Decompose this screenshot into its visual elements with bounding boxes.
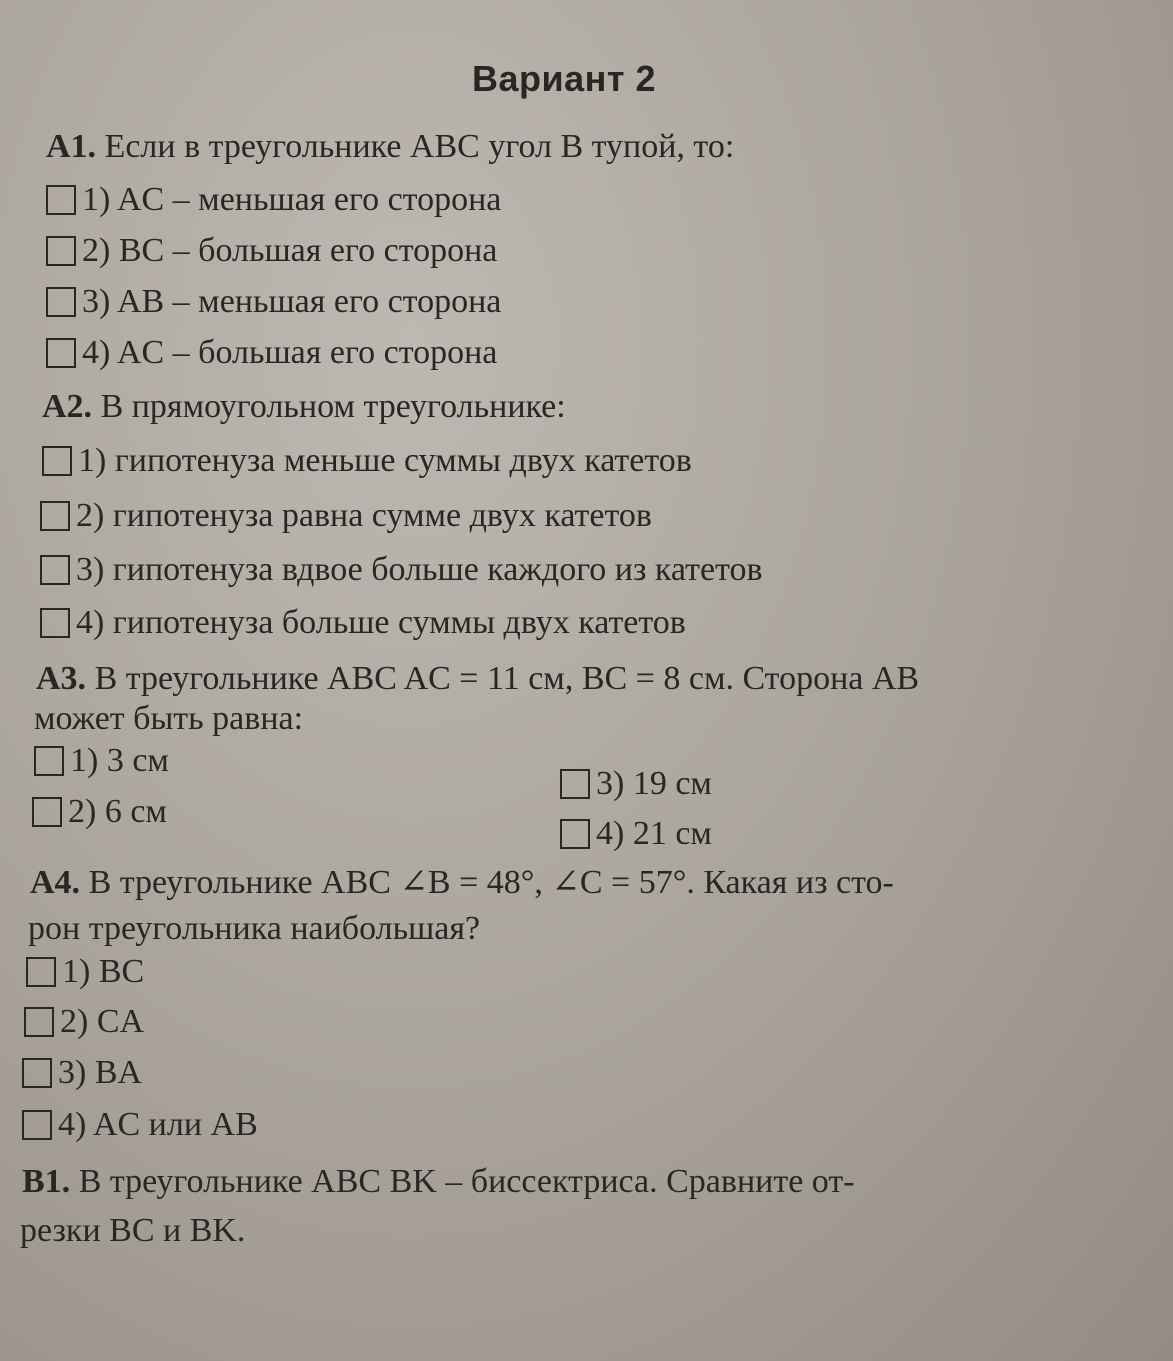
checkbox-icon[interactable] [46,338,76,368]
a1-option-1[interactable] [46,181,501,219]
a2-option-1-label: 1) гипотенуза меньше суммы двух катетов [78,442,692,479]
a2-option-1[interactable] [42,442,692,480]
question-a2-number: А2. [42,388,93,425]
question-a3 [36,660,919,698]
a1-option-3-label: 3) AB – меньшая его сторона [82,283,502,320]
checkbox-icon[interactable] [46,185,76,215]
a2-option-4[interactable] [40,604,686,642]
question-a4-number: А4. [30,864,81,901]
checkbox-icon[interactable] [32,797,62,827]
question-b1 [22,1163,855,1201]
question-a1 [46,128,734,166]
a4-option-2-label: 2) CA [60,1003,145,1040]
a4-option-4[interactable] [22,1106,258,1144]
checkbox-icon[interactable] [560,819,590,849]
a3-option-2[interactable] [32,793,167,831]
question-a3-number: А3. [36,660,87,697]
question-b1-text-line1: В треугольнике ABC BK – биссектриса. Сравните от- [78,1163,855,1200]
a4-option-1[interactable] [26,953,144,991]
checkbox-icon[interactable] [40,501,70,531]
checkbox-icon[interactable] [22,1110,52,1140]
question-b1-text-line2: резки BC и BK. [20,1212,246,1249]
a4-option-4-label: 4) AC или AB [58,1106,258,1143]
a1-option-2[interactable] [46,232,497,270]
a4-option-1-label: 1) BC [62,953,145,990]
checkbox-icon[interactable] [22,1058,52,1088]
a1-option-1-label: 1) AC – меньшая его сторона [82,181,502,218]
a3-option-1-label: 1) 3 см [70,742,169,779]
checkbox-icon[interactable] [46,236,76,266]
question-a4 [30,862,894,902]
checkbox-icon[interactable] [26,957,56,987]
a3-option-4-label: 4) 21 см [596,815,712,852]
checkbox-icon[interactable] [34,746,64,776]
question-b1-number: В1. [22,1163,71,1200]
a3-option-3-label: 3) 19 см [596,765,712,802]
question-a2 [42,388,566,426]
a2-option-2-label: 2) гипотенуза равна сумме двух катетов [76,497,652,534]
question-a3-text-line1: В треугольнике ABC AC = 11 см, BC = 8 см. Сторона AB [94,660,920,697]
checkbox-icon[interactable] [560,769,590,799]
a3-option-3[interactable] [560,765,712,803]
a4-option-2[interactable] [24,1003,144,1041]
a1-option-3[interactable] [46,283,501,321]
a1-option-2-label: 2) BC – большая его сторона [82,232,498,269]
a4-option-3-label: 3) BA [58,1054,143,1091]
question-a4-text-line1: В треугольнике ABC ∠B = 48°, ∠C = 57°. Какая из сто- [88,864,894,901]
page-title: Вариант 2 [472,58,657,99]
checkbox-icon[interactable] [46,287,76,317]
a4-option-3[interactable] [22,1054,142,1092]
a3-option-4[interactable] [560,815,712,853]
a2-option-3[interactable] [40,551,763,589]
question-a1-number: А1. [46,128,97,165]
a1-option-4[interactable] [46,334,497,372]
a2-option-4-label: 4) гипотенуза больше суммы двух катетов [76,604,686,641]
checkbox-icon[interactable] [40,555,70,585]
question-a4-text-line2: рон треугольника наибольшая? [28,910,481,947]
question-a3-text-line2: может быть равна: [34,700,304,737]
checkbox-icon[interactable] [24,1007,54,1037]
question-a1-text: Если в треугольнике ABC угол B тупой, то: [104,128,735,165]
checkbox-icon[interactable] [40,608,70,638]
a2-option-3-label: 3) гипотенуза вдвое больше каждого из катетов [76,551,763,588]
a2-option-2[interactable] [40,497,652,535]
checkbox-icon[interactable] [42,446,72,476]
question-a2-text: В прямоугольном треугольнике: [100,388,566,425]
a1-option-4-label: 4) AC – большая его сторона [82,334,498,371]
a3-option-1[interactable] [34,742,169,780]
a3-option-2-label: 2) 6 см [68,793,167,830]
